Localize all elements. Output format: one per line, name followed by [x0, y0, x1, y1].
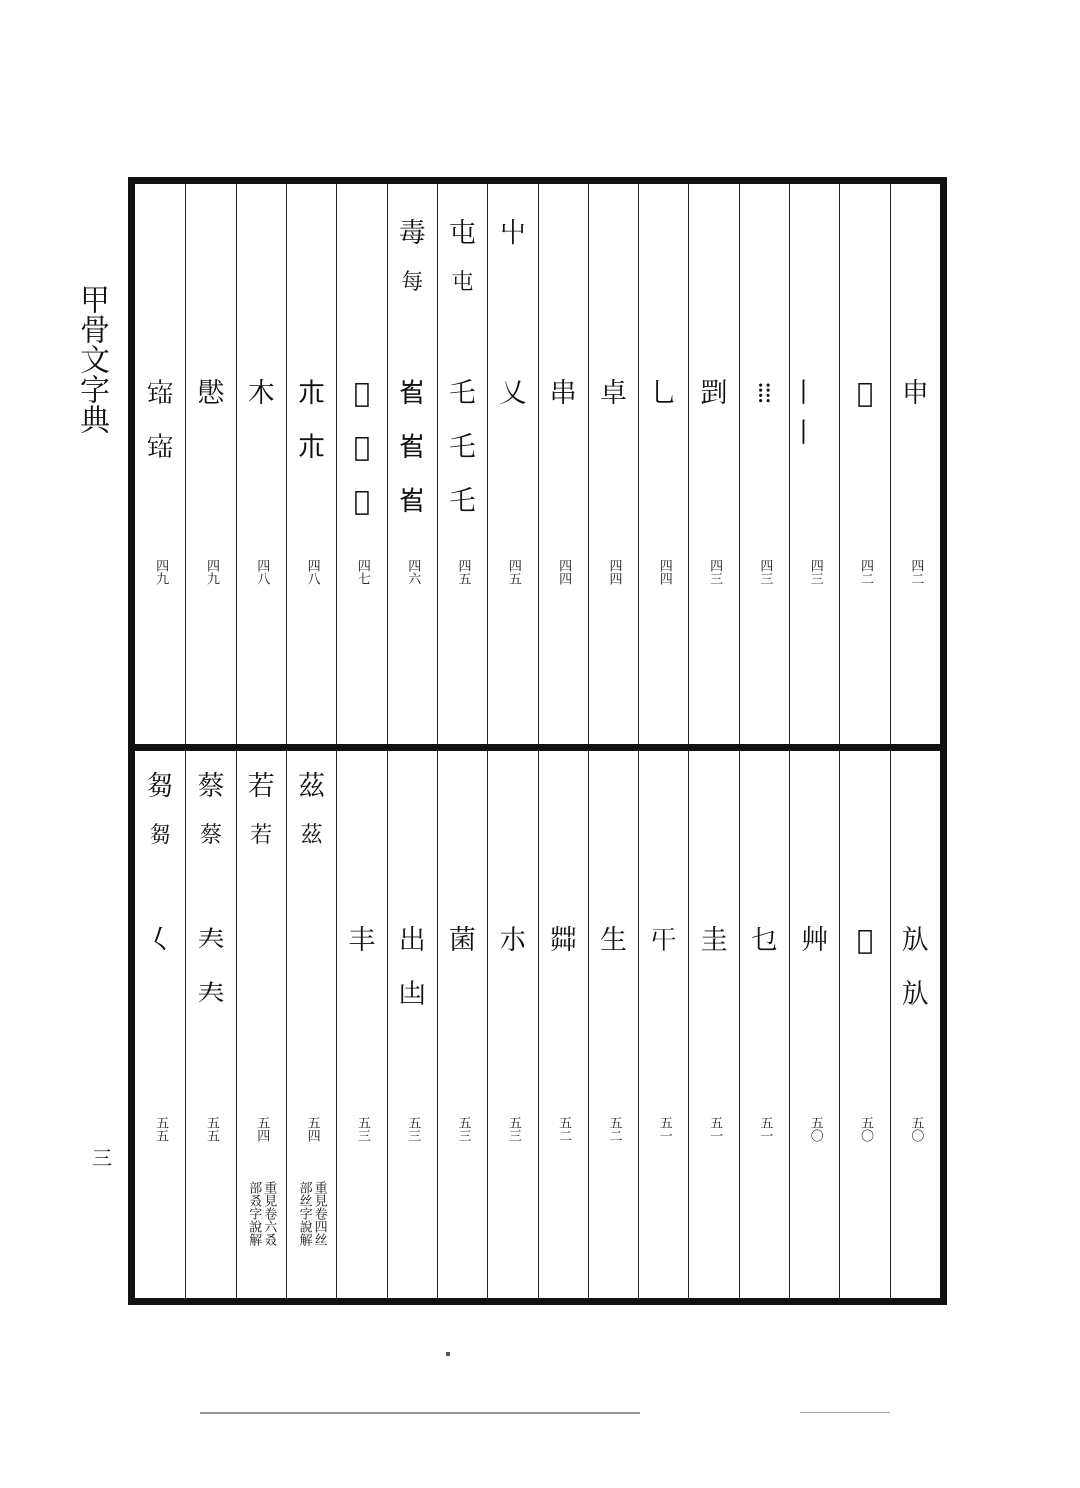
page-reference: 五〇 — [858, 1116, 874, 1142]
entry-column — [135, 184, 185, 744]
page-reference: 五一 — [757, 1116, 773, 1142]
variant-form: 𡩧 — [146, 432, 174, 463]
character-table — [128, 177, 947, 1305]
page-reference: 四九 — [203, 559, 219, 585]
modern-reading: 若 — [250, 823, 273, 848]
head-character-cell — [287, 767, 336, 851]
modern-reading: 屯 — [451, 270, 474, 295]
variant-forms — [639, 374, 688, 428]
page-reference: 四三 — [807, 559, 823, 585]
head-character-cell — [438, 214, 487, 298]
page-reference: 五四 — [254, 1116, 270, 1142]
head-character-cell — [237, 767, 286, 851]
variant-form: 串 — [549, 378, 577, 409]
head-character: 芻 — [146, 771, 174, 802]
page-reference: 四八 — [254, 559, 270, 585]
register-divider — [135, 744, 940, 751]
entry-column — [185, 751, 235, 1298]
variant-form: 𠀑 — [856, 925, 874, 956]
variant-form: 乚 — [650, 378, 678, 409]
variant-form: 丰 — [348, 925, 376, 956]
variant-form: 𡕒 — [650, 925, 678, 956]
entry-column — [739, 751, 789, 1298]
page-reference: 五〇 — [807, 1116, 823, 1142]
page-reference: 四四 — [606, 559, 622, 585]
head-character-cell — [186, 767, 235, 851]
page-reference: 四四 — [556, 559, 572, 585]
entry-column — [588, 751, 638, 1298]
entry-column — [588, 184, 638, 744]
variant-form: 乇 — [449, 432, 477, 463]
page-reference: 四七 — [354, 559, 370, 585]
page-reference: 五二 — [556, 1116, 572, 1142]
variant-forms — [740, 921, 789, 975]
entry-column — [890, 184, 940, 744]
variant-form: 𡗗 — [197, 979, 225, 1010]
entry-column — [739, 184, 789, 744]
book-title: 甲骨文字典 — [74, 284, 109, 434]
variant-forms — [488, 374, 537, 428]
variant-forms — [388, 921, 437, 1029]
variant-forms — [388, 374, 437, 536]
variant-forms — [689, 374, 738, 428]
page-reference: 四六 — [405, 559, 421, 585]
entry-column — [638, 751, 688, 1298]
head-character-cell — [488, 214, 537, 254]
entry-column — [387, 184, 437, 744]
page-reference: 四五 — [455, 559, 471, 585]
variant-form: 卓 — [599, 378, 627, 409]
variant-form: 𡗗 — [197, 925, 225, 956]
entry-column — [789, 184, 839, 744]
page-reference: 五二 — [606, 1116, 622, 1142]
entry-column — [839, 184, 889, 744]
variant-forms — [639, 921, 688, 975]
page-reference: 五三 — [405, 1116, 421, 1142]
variant-form: 㫃 — [901, 925, 929, 956]
page-reference: 五五 — [153, 1116, 169, 1142]
variant-forms — [539, 374, 588, 428]
page-reference: 四二 — [858, 559, 874, 585]
entry-column — [839, 751, 889, 1298]
scan-speck — [446, 1352, 450, 1356]
page-reference: 四四 — [656, 559, 672, 585]
variant-forms — [790, 921, 839, 975]
page-reference: 四八 — [304, 559, 320, 585]
variant-forms — [287, 374, 336, 482]
variant-forms — [186, 374, 235, 428]
scan-speck — [200, 1412, 640, 1414]
modern-reading: 芻 — [149, 823, 172, 848]
variant-form: 凷 — [398, 979, 426, 1010]
variant-form: 𣎳 — [298, 378, 326, 409]
variant-form: 木 — [247, 378, 275, 409]
entry-column — [487, 184, 537, 744]
entry-column — [286, 751, 336, 1298]
modern-reading: 茲 — [300, 823, 323, 848]
variant-form: ⁞⁞ — [756, 378, 772, 409]
entry-column — [437, 751, 487, 1298]
entry-column — [135, 751, 185, 1298]
variant-form: 圭 — [700, 925, 728, 956]
entry-column — [688, 184, 738, 744]
page-reference: 四五 — [505, 559, 521, 585]
variant-forms — [438, 921, 487, 975]
variant-form: 菌 — [449, 925, 477, 956]
entry-column — [336, 184, 386, 744]
variant-forms — [237, 374, 286, 428]
variant-forms — [689, 921, 738, 975]
entry-column — [538, 184, 588, 744]
variant-form: 𡩧 — [146, 378, 174, 409]
page-reference: 五〇 — [908, 1116, 924, 1142]
variant-forms — [337, 374, 386, 536]
variant-form: 𣎳 — [298, 432, 326, 463]
variant-form: 㫃 — [901, 979, 929, 1010]
variant-form: 乂 — [499, 378, 527, 409]
variant-forms — [790, 374, 839, 449]
variant-forms — [186, 921, 235, 1029]
entry-column — [286, 184, 336, 744]
head-character: 若 — [247, 771, 275, 802]
entry-column — [487, 751, 537, 1298]
variant-form: 申 — [901, 378, 929, 409]
variant-form: 𡴀 — [353, 378, 370, 409]
page-reference: 四二 — [908, 559, 924, 585]
variant-form: 乇 — [449, 378, 477, 409]
variant-form: 𡴀 — [353, 486, 370, 517]
scan-speck — [800, 1412, 890, 1413]
variant-form: 𡴎 — [398, 378, 426, 409]
entry-column — [437, 184, 487, 744]
variant-forms — [488, 921, 537, 975]
head-character-cell — [135, 767, 185, 851]
entry-column — [890, 751, 940, 1298]
variant-form: 茻 — [549, 925, 577, 956]
cross-reference-note: 重見卷四丝 部丝字說解 — [296, 1181, 327, 1246]
lower-register — [135, 751, 940, 1298]
variant-form: 㦔 — [197, 378, 225, 409]
variant-form: 乜 — [750, 925, 778, 956]
variant-forms — [740, 374, 789, 428]
variant-form: 𡿨 — [146, 925, 174, 956]
variant-forms — [135, 921, 185, 975]
entry-column — [236, 184, 286, 744]
entry-column — [688, 751, 738, 1298]
variant-form: 艸 — [801, 925, 829, 956]
page-reference: 四三 — [707, 559, 723, 585]
variant-form: 朩 — [499, 925, 527, 956]
head-character: 蔡 — [197, 771, 225, 802]
page-reference: 五三 — [505, 1116, 521, 1142]
variant-forms — [840, 921, 889, 975]
modern-reading: 蔡 — [199, 823, 222, 848]
variant-forms — [589, 374, 638, 428]
variant-forms — [840, 374, 889, 428]
head-character: 屯 — [449, 218, 477, 249]
page-reference: 五三 — [455, 1116, 471, 1142]
variant-forms — [539, 921, 588, 975]
variant-forms — [589, 921, 638, 975]
page-reference: 五三 — [354, 1116, 370, 1142]
entry-column — [185, 184, 235, 744]
page-reference: 五一 — [707, 1116, 723, 1142]
variant-form: 𡆹 — [856, 378, 874, 409]
page-reference: 五四 — [304, 1116, 320, 1142]
variant-forms — [891, 374, 940, 428]
variant-form: 丨丨 — [790, 378, 818, 449]
variant-form: 乇 — [449, 486, 477, 517]
head-character: 茲 — [298, 771, 326, 802]
entry-column — [236, 751, 286, 1298]
head-character: 毒 — [398, 218, 426, 249]
head-character: 屮 — [499, 218, 527, 249]
variant-forms — [337, 921, 386, 975]
entry-column — [336, 751, 386, 1298]
variant-form: 㓻 — [700, 378, 728, 409]
page-reference: 五五 — [203, 1116, 219, 1142]
cross-reference-note: 重見卷六叒 部叒字說解 — [246, 1181, 277, 1246]
page-reference: 四九 — [153, 559, 169, 585]
page-reference: 四三 — [757, 559, 773, 585]
variant-form: 出 — [398, 925, 426, 956]
variant-forms — [135, 374, 185, 482]
page-reference: 五一 — [656, 1116, 672, 1142]
entry-column — [538, 751, 588, 1298]
entry-column — [789, 751, 839, 1298]
variant-forms — [891, 921, 940, 1029]
modern-reading: 每 — [401, 270, 424, 295]
variant-form: 𡴎 — [398, 486, 426, 517]
variant-forms — [438, 374, 487, 536]
variant-form: 𡴎 — [398, 432, 426, 463]
entry-column — [638, 184, 688, 744]
page-number: 三 — [92, 1146, 112, 1170]
upper-register — [135, 184, 940, 744]
variant-form: 𡴀 — [353, 432, 370, 463]
variant-form: 生 — [599, 925, 627, 956]
entry-column — [387, 751, 437, 1298]
head-character-cell — [388, 214, 437, 298]
